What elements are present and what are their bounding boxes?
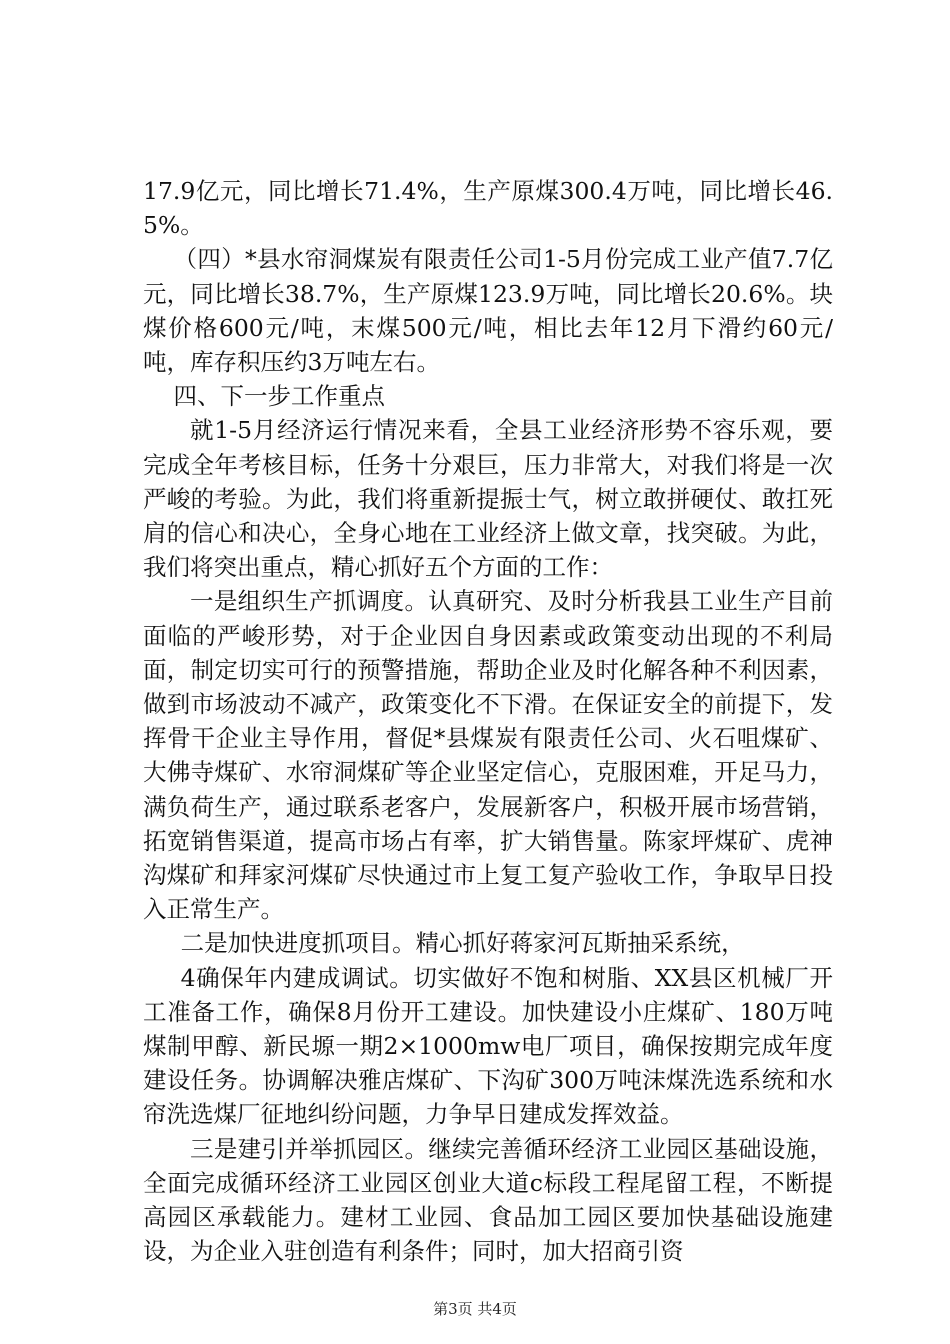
paragraph-continuation: 17.9亿元，同比增长71.4%，生产原煤300.4万吨，同比增长46.5%。 [143,177,833,240]
paragraph-projects-detail: 4确保年内建成调试。切实做好不饱和树脂、XX县区机械厂开工准备工作，确保8月份开工建设。加快建设小庄煤矿、180万吨煤制甲醇、新民塬一期2×1000mw电厂项目，确保按期完成年度建设任务。协调解决雅店煤矿、下沟矿300万吨沫煤洗选系统和水帘洗选煤厂征地纠纷问题，力争早日建成发挥效益。 [143,963,833,1129]
section-heading-next-steps: 四、下一步工作重点 [173,382,386,411]
page-number-footer: 第3页 共4页 [433,1300,517,1318]
document-body [143,174,833,1269]
paragraph-industrial-park: 三是建引并举抓园区。继续完善循环经济工业园区基础设施，全面完成循环经济工业园区创业大道c标段工程尾留工程，不断提高园区承载能力。建材工业园、食品加工园区要加快基础设施建设，为企业入驻创造有利条件；同时，加大招商引资 [143,1134,833,1266]
paragraph-production-dispatch: 一是组织生产抓调度。认真研究、及时分析我县工业生产目前面临的严峻形势，对于企业因自身因素或政策变动出现的不利局面，制定切实可行的预警措施，帮助企业及时化解各种不利因素，做到市场波动不减产，政策变化不下滑。在保证安全的前提下，发挥骨干企业主导作用，督促*县煤炭有限责任公司、火石咀煤矿、大佛寺煤矿、水帘洞煤矿等企业坚定信心，克服困难，开足马力，满负荷生产，通过联系老客户，发展新客户，积极开展市场营销，拓宽销售渠道，提高市场占有率，扩大销售量。陈家坪煤矿、虎神沟煤矿和拜家河煤矿尽快通过市上复工复产验收工作，争取早日投入正常生产。 [143,587,833,924]
paragraph-overview: 就1-5月经济运行情况来看，全县工业经济形势不容乐观，要完成全年考核目标，任务十分艰巨，压力非常大，对我们将是一次严峻的考验。为此，我们将重新提振士气，树立敢拼硬仗、敢扛死肩的信心和决心，全身心地在工业经济上做文章，找突破。为此，我们将突出重点，精心抓好五个方面的工作： [143,416,833,582]
paragraph-shuiliandong-company: （四）*县水帘洞煤炭有限责任公司1-5月份完成工业产值7.7亿元，同比增长38.7%，生产原煤123.9万吨，同比增长20.6%。块煤价格600元/吨，末煤500元/吨，相比去年12月下滑约60元/吨，库存积压约3万吨左右。 [143,245,833,377]
paragraph-projects-intro: 二是加快进度抓项目。精心抓好蒋家河瓦斯抽采系统， [180,929,745,958]
